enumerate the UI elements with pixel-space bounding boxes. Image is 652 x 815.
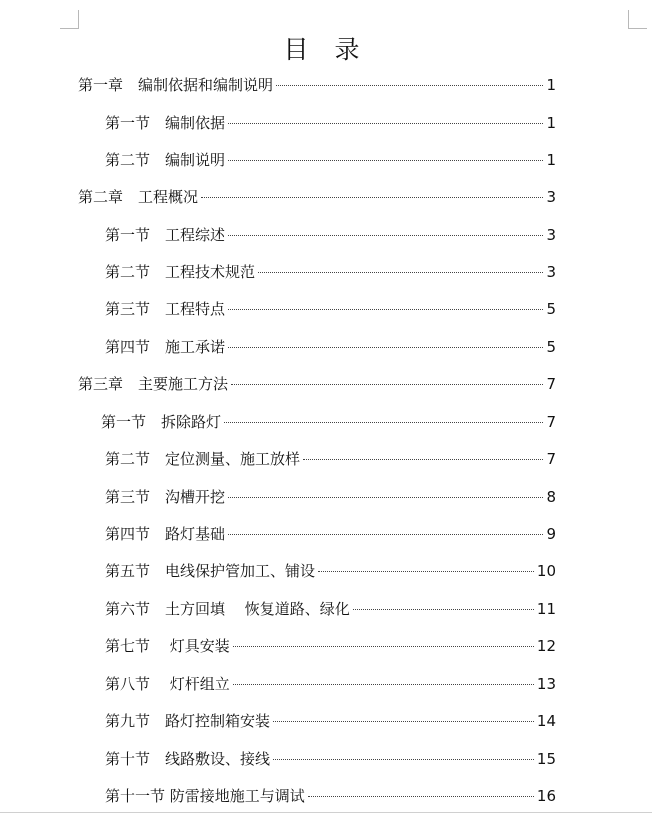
dot-leader [231,384,543,385]
toc-entry-label: 第一节 拆除路灯 [101,413,222,431]
toc-entry-section[interactable] [105,598,556,620]
toc-entry-label: 第三节 工程特点 [105,300,226,318]
dot-leader [201,197,543,198]
toc-entry-label: 第一节 工程综述 [105,226,226,244]
toc-page-number: 1 [546,114,556,132]
toc-entry-label: 第四节 施工承诺 [105,338,226,356]
dot-leader [233,646,534,647]
toc-page-number: 16 [536,787,556,805]
dot-leader [273,721,534,722]
toc-page-number: 10 [536,562,556,580]
toc-entry-label: 第五节 电线保护管加工、铺设 [105,562,316,580]
toc-page-number: 11 [536,600,556,618]
dot-leader [228,309,543,310]
toc-entry-section[interactable] [105,336,556,358]
toc-entry-label: 第六节 土方回填 恢复道路、绿化 [105,600,350,618]
toc-entry-section[interactable] [105,298,556,320]
toc-page-number: 3 [546,188,556,206]
toc-entry-section[interactable] [105,261,556,283]
toc-entry-label: 第十一节 防雷接地施工与调试 [105,787,305,805]
dot-leader [273,759,534,760]
dot-leader [276,85,543,86]
toc-entry-label: 第二节 工程技术规范 [105,263,256,281]
toc-page-number: 1 [546,151,556,169]
page-corner-mark-top-left [60,10,79,29]
dot-leader [353,609,534,610]
toc-entry-label: 第三节 沟槽开挖 [105,488,226,506]
toc-entry-section[interactable] [105,112,556,134]
toc-page-number: 13 [536,675,556,693]
toc-entry-label: 第七节 灯具安装 [105,637,230,655]
toc-entry-label: 第二节 编制说明 [105,151,226,169]
toc-entry-label: 第一节 编制依据 [105,114,226,132]
dot-leader [303,459,543,460]
toc-title: 目 录 [283,35,369,64]
toc-page-number: 3 [546,226,556,244]
toc-page-number: 7 [546,375,556,393]
dot-leader [318,571,534,572]
toc-entry-chapter[interactable] [78,74,556,96]
toc-entry-section[interactable] [105,224,556,246]
toc-page-number: 7 [546,450,556,468]
toc-entry-label: 第二章 工程概况 [78,188,199,206]
toc-entry-label: 第一章 编制依据和编制说明 [78,76,274,94]
dot-leader [228,123,543,124]
toc-entry-section[interactable] [105,785,556,807]
dot-leader [228,347,543,348]
dot-leader [233,684,534,685]
toc-entry-section[interactable] [105,710,556,732]
dot-leader [228,160,543,161]
toc-page-number: 9 [546,525,556,543]
toc-entry-label: 第九节 路灯控制箱安装 [105,712,271,730]
toc-page-number: 7 [546,413,556,431]
toc-page-number: 5 [546,300,556,318]
toc-entry-section[interactable] [101,411,556,433]
toc-entry-chapter[interactable] [78,373,556,395]
toc-entry-label: 第二节 定位测量、施工放样 [105,450,301,468]
toc-entry-section[interactable] [105,448,556,470]
toc-entry-section[interactable] [105,673,556,695]
toc-page-number: 14 [536,712,556,730]
toc-entry-section[interactable] [105,523,556,545]
page-bottom-edge [0,812,652,813]
toc-entry-section[interactable] [105,560,556,582]
toc-page-number: 1 [546,76,556,94]
toc-entry-label: 第四节 路灯基础 [105,525,226,543]
toc-page-number: 12 [536,637,556,655]
dot-leader [228,497,543,498]
dot-leader [224,422,543,423]
toc-entry-label: 第十节 线路敷设、接线 [105,750,271,768]
toc-entry-section[interactable] [105,486,556,508]
toc-entry-label: 第三章 主要施工方法 [78,375,229,393]
toc-entry-section[interactable] [105,149,556,171]
page-corner-mark-top-right [628,10,647,29]
toc-page-number: 15 [536,750,556,768]
toc-entry-chapter[interactable] [78,186,556,208]
toc-page-number: 8 [546,488,556,506]
dot-leader [228,235,543,236]
toc-entry-label: 第八节 灯杆组立 [105,675,230,693]
toc-entry-section[interactable] [105,635,556,657]
toc-page-number: 3 [546,263,556,281]
toc-page-number: 5 [546,338,556,356]
dot-leader [308,796,534,797]
dot-leader [258,272,543,273]
toc-entry-section[interactable] [105,748,556,770]
dot-leader [228,534,543,535]
